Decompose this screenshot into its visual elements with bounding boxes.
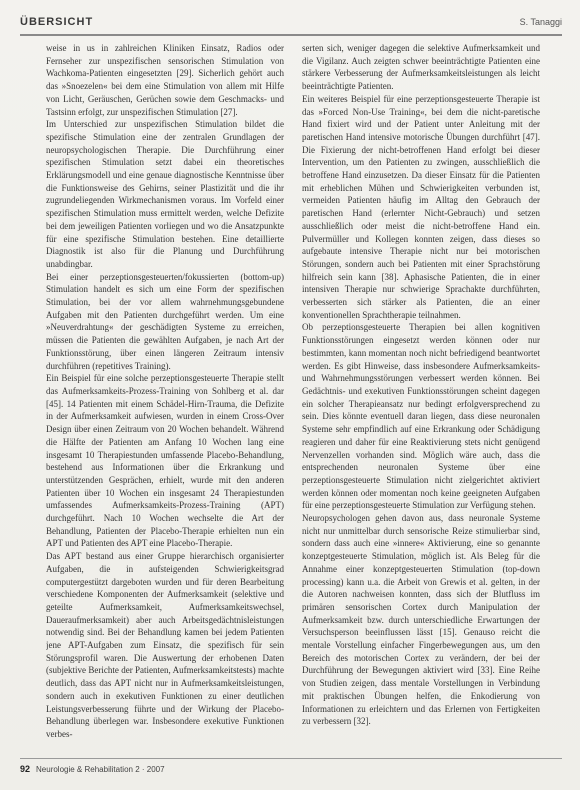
paragraph: weise in us in zahlreichen Kliniken Einsatz, Radios oder Fernseher zur unspezifischen sensorischen Stimulation von Wachkoma-Patienten eingesetzten [29]. Sicherlich gehört auch das »Snoezelen« bei dem eine Stimulation von allem mit Hilfe von Licht, Geräuschen, Gerüchen sowie dem Geschmacks- und Tastsinn erfolgt, zur unspezifischen Stimulation [27]. [46,43,284,117]
paragraph: Bei einer perzeptionsgesteuerten/fokussierten (bottom-up) Stimulation handelt es sich um eine Form der spezifischen Stimulation, bei der vor allem wahrnehmungsgebundene Aufgaben mit den Patienten durchgeführt werden. Um eine »Neuverdrahtung« der geschädigten Systeme zu erreichen, müssen die Patienten die gewählten Aufgaben, je nach Art der Funktionsstörung, über einen längeren Zeitraum intensiv durchführen (repetitives Training). [46,271,284,371]
running-author: S. Tanaggi [519,17,562,27]
paragraph: Ein weiteres Beispiel für eine perzeptionsgesteuerte Therapie ist das »Forced Non-Use Training«, bei dem die nicht-paretische Hand fixiert wird und der Patient unter Anleitung mit der paretischen Hand intensive motorische Übungen durchführt [47]. Die Fixierung der nicht-betroffenen Hand erfolgt bei dieser Intervention, um den Patienten zu zwingen, ausschließlich die betroffene Hand einzusetzen. Da dieser Einsatz für die Patienten mit erheblichen Mühen und Schwierigkeiten verbunden ist, vermeiden Patienten häufig im Alltag den Gebrauch der paretischen Hand (erlernter Nicht-Gebrauch) und setzen ausschließlich oder meist die nicht-betroffene Hand ein. Pulvermüller und Kollegen konnten zeigen, dass dieses so aufgebaute intensive Therapie nicht nur bei motorischen Störungen, sondern auch bei Patienten mit einer Sprachstörung hilfreich sein kann [38]. Aphasische Patienten, die in einer intensiven Therapie nur schwierige Sprachakte durchführten, verbesserten sich stärker als Patienten, die an einer konventionellen Sprachtherapie teilnahmen. [302,93,540,320]
right-column [302,42,540,750]
paragraph: Im Unterschied zur unspezifischen Stimulation bildet die spezifische Stimulation eine der zentralen Grundlagen der neuropsychologischen Therapie. Die Durchführung einer spezifischen Stimulation setzt dabei ein theoretisches Erklärungsmodell und eine genaue diagnostische Kenntnisse über die Funktionsweise des Gehirns, seiner Plastizität und die ihr zugrundeliegenden Wirkmechanismen voraus. Im Vorfeld einer spezifischen Stimulation muss ermittelt werden, welche Defizite bei dem jeweiligen Patienten vorliegen und wo die Ansatzpunkte für eine spezifische Stimulation bestehen. Eine detaillierte Diagnostik ist also für die Planung und Durchführung unabdingbar. [46,119,284,269]
paragraph: Ob perzeptionsgesteuerte Therapien bei allen kognitiven Funktionsstörungen eingesetzt werden können oder nur bestimmten, kann momentan noch nicht befriedigend beantwortet werden. Es gibt Hinweise, dass insbesondere Aufmerksamkeits- und Wahrnehmungsstörungen verbessert werden können. Bei Gedächtnis- und exekutiven Funktionsstörungen scheint dagegen ein solcher Therapieansatz nur bedingt erfolgversprechend zu sein. Dies könnte eventuell daran liegen, dass diese neuronalen Systeme sehr empfindlich auf eine Erkrankung oder Schädigung reagieren und daher für eine Reaktivierung stets nicht genügend Nervenzellen vorhanden sind. Möglich wäre auch, dass die entsprechenden neuronalen Systeme über eine perzeptionsgesteuerte Stimulation nicht zielgerichtet aktiviert werden können oder momentan noch keine geeigneten Aufgaben für eine perzeptionsgesteuerte Stimulation zur Verfügung stehen. [302,322,540,511]
paragraph: Das APT bestand aus einer Gruppe hierarchisch organisierter Aufgaben, die in aufsteigenden Schwierigkeitsgrad computergestützt dargeboten wurden und für deren Bearbeitung verschiedene Komponenten der Aufmerksamkeit (selektive und geteilte Aufmerksamkeit, Aufmerksamkeitswechsel, Daueraufmerksamkeit) aber auch Arbeitsgedächtnisleistungen notwendig sind. Bei der Behandlung kamen bei jedem Patienten jene APT-Aufgaben zum Einsatz, die spezifisch für sein Störungsprofil waren. Die Auswertung der erhobenen Daten (subjektive Berichte der Patienten, Aufmerksamkeitstests) machte deutlich, dass das APT nicht nur in Aufmerksamkeitsleistungen, sondern auch in exekutiven Funktionen zu einer deutlichen Leistungsverbesserung führte und der Wirkung der Placebo-Behandlung überlegen war. Insbesondere exekutive Funktionen verbes- [46,551,284,739]
paragraph: Ein Beispiel für eine solche perzeptionsgesteuerte Therapie stellt das Aufmerksamkeits-Prozess-Training von Sohlberg et al. dar [45]. 14 Patienten mit einem Schädel-Hirn-Trauma, die Defizite in der Aufmerksamkeit aufwiesen, wurden in einem Cross-Over Design über einen Zeitraum von 20 Wochen behandelt. Während die Hälfte der Patienten am Anfang 10 Wochen lang eine insgesamt 10 Therapiestunden umfassende Placebo-Behandlung, bestehend aus Informationen über die Erkrankung und unterstützenden Gesprächen, erhielt, wurde mit den anderen Patienten über 10 Wochen ein insgesamt 24 Therapiestunden umfassendes Aufmerksamkeits-Prozess-Training (APT) durchgeführt. Nach 10 Wochen wechselte die Art der Behandlung, Patienten der Placebo-Therapie erhielten nun ein APT und Patienten des APT eine Placebo-Therapie. [46,373,284,549]
journal-name: Neurologie & Rehabilitation 2 · 2007 [36,764,165,774]
page-header [20,12,562,32]
paragraph: serten sich, weniger dagegen die selektive Aufmerksamkeit und die Vigilanz. Auch zeigten schwer beeinträchtigte Patienten eine stärkere Verbesserung der Aufmerksamkeitsleistungen als leicht beeinträchtigte Patienten. [302,43,540,92]
left-column [46,42,284,750]
page-footer [20,762,562,776]
section-title: ÜBERSICHT [20,16,94,28]
header-rule [20,34,562,36]
text-columns [46,42,540,750]
page-number: 92 [20,764,31,774]
footer-rule [20,758,562,759]
paragraph: Neuropsychologen gehen davon aus, dass neuronale Systeme nicht nur unmittelbar durch sensorische Reize stimulierbar sind, sondern dass auch eine »innere« Aktivierung, eine so genannte konzeptgesteuerte Stimulation, möglich ist. Als Beleg für die Annahme einer konzeptgesteuerten Stimulation (top-down processing) kann u.a. die Arbeit von Grewis et al. gelten, in der die Autoren nachweisen konnten, dass sich der Blutfluss im primären sensorischen Cortex durch Manipulation der Aufmerksamkeit bzw. durch unterschiedliche Erwartungen der Versuchsperson beeinflussen lässt [15]. Genauso reicht die mentale Vorstellung einfacher Fingerbewegungen aus, um den Bereich des motorischen Cortex zu verändern, der bei der Durchführung der Bewegungen aktiviert wird [33]. Eine Reihe von Studien zeigen, dass mentale Vorstellungen in Verbindung mit praktischen Übungen helfen, die Enkodierung von Informationen zu erleichtern und das Erlernen von Fertigkeiten zu verbessern [32]. [302,513,540,727]
